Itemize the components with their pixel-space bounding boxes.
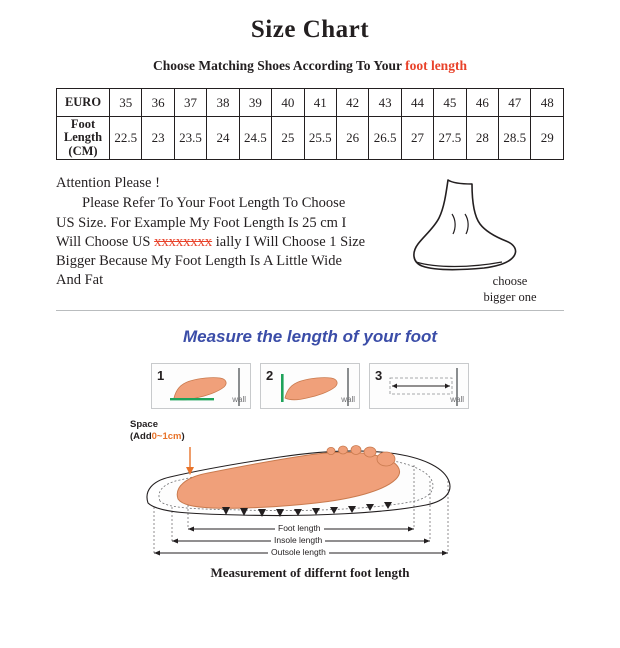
attention-line-3-part-a: Will Choose US — [56, 233, 155, 250]
foot-outline-icon — [410, 178, 528, 274]
table-cell: 47 — [499, 89, 531, 117]
choose-note-line-2: bigger one — [483, 289, 537, 304]
space-label-value: 0~1cm — [151, 430, 182, 442]
table-cell: 27 — [401, 117, 433, 160]
table-cell: 25 — [272, 117, 304, 160]
table-cell: 45 — [434, 89, 466, 117]
size-table — [56, 88, 564, 160]
table-cell: 41 — [304, 89, 336, 117]
measure-section-title: Measure the length of your foot — [182, 327, 438, 346]
choose-note-line-1: choose — [492, 274, 528, 288]
foot-measurement-diagram — [130, 419, 490, 559]
page-title: Size Chart — [250, 16, 370, 43]
attention-heading: Attention Please ! — [56, 175, 160, 191]
table-cell: 37 — [174, 89, 206, 117]
row-header-line-3: (CM) — [68, 143, 98, 158]
attention-line-5: And Fat — [56, 272, 104, 289]
table-cell: 26 — [336, 117, 368, 160]
step-3-wall-label: wall — [450, 395, 464, 404]
table-cell: 44 — [401, 89, 433, 117]
size-chart-document — [0, 16, 620, 648]
attention-strikethrough-text: xxxxxxxx — [154, 233, 213, 250]
row-header-euro: EURO — [57, 89, 110, 117]
row-header-foot-length — [57, 117, 110, 160]
step-2-wall-label: wall — [341, 395, 355, 404]
table-cell: 29 — [531, 117, 564, 160]
table-cell: 24 — [207, 117, 239, 160]
section-divider — [56, 310, 564, 311]
attention-line-1: Please Refer To Your Foot Length To Choose — [82, 195, 346, 212]
table-cell: 28.5 — [499, 117, 531, 160]
row-header-line-1: Foot — [70, 117, 96, 132]
table-cell: 27.5 — [434, 117, 466, 160]
table-cell: 23.5 — [174, 117, 206, 160]
table-cell: 26.5 — [369, 117, 401, 160]
subtitle-accent-text: foot length — [405, 58, 467, 73]
subtitle-text: Choose Matching Shoes According To Your — [153, 58, 406, 73]
dimension-label-foot-length: Foot length — [275, 523, 324, 533]
step-number: 3 — [375, 368, 383, 383]
table-cell: 24.5 — [239, 117, 271, 160]
space-label-line-2-suffix: ) — [181, 430, 185, 442]
table-cell: 36 — [142, 89, 174, 117]
diagram-caption: Measurement of differnt foot length — [210, 565, 410, 580]
table-row-foot-length — [57, 117, 564, 160]
size-table-container — [56, 88, 564, 160]
table-cell: 40 — [272, 89, 304, 117]
table-cell: 39 — [239, 89, 271, 117]
table-cell: 42 — [336, 89, 368, 117]
table-cell: 48 — [531, 89, 564, 117]
table-row-euro — [57, 89, 564, 117]
attention-line-3-part-b: ially I Will Choose 1 Size — [212, 233, 366, 250]
table-cell: 25.5 — [304, 117, 336, 160]
measure-steps — [151, 363, 469, 411]
dimension-label-insole-length: Insole length — [271, 535, 325, 545]
attention-line-3 — [56, 233, 416, 252]
table-cell: 35 — [110, 89, 142, 117]
table-cell: 22.5 — [110, 117, 142, 160]
step-number: 1 — [157, 368, 165, 383]
measure-step-1 — [151, 363, 251, 409]
measure-step-3 — [369, 363, 469, 409]
attention-line-4: Bigger Because My Foot Length Is A Little Wide — [56, 253, 342, 270]
table-cell: 38 — [207, 89, 239, 117]
space-label-line-2-prefix: (Add — [130, 430, 152, 442]
table-cell: 23 — [142, 117, 174, 160]
measure-step-2 — [260, 363, 360, 409]
page-subtitle — [0, 58, 620, 74]
table-cell: 28 — [466, 117, 498, 160]
step-number: 2 — [266, 368, 274, 383]
step-1-wall-label: wall — [232, 395, 246, 404]
attention-line-2: US Size. For Example My Foot Length Is 25 cm I — [56, 214, 347, 231]
attention-section — [56, 174, 564, 302]
choose-bigger-note — [464, 274, 556, 305]
table-cell: 46 — [466, 89, 498, 117]
table-cell: 43 — [369, 89, 401, 117]
row-header-line-2: Length — [63, 130, 103, 145]
dimension-label-outsole-length: Outsole length — [268, 547, 329, 557]
space-label-line-1: Space — [130, 419, 158, 430]
